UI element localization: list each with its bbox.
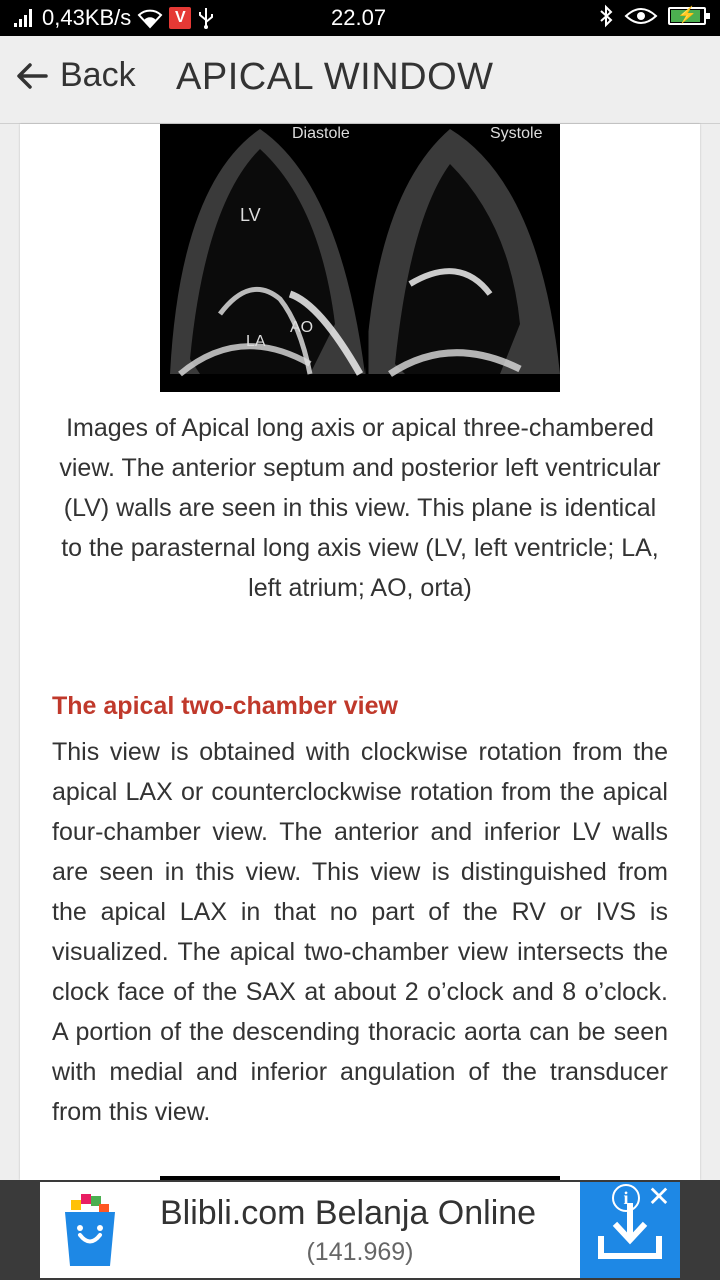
eye-icon	[624, 6, 658, 26]
battery-charging-icon: ⚡	[668, 7, 706, 25]
status-bar	[0, 0, 720, 36]
echocardiogram-image	[160, 124, 560, 392]
bluetooth-icon	[598, 4, 614, 28]
clock: 22.07	[331, 5, 387, 30]
ad-content[interactable]	[40, 1182, 680, 1278]
systole-label: Systole	[490, 125, 543, 142]
ad-title: Blibli.com Belanja Online	[160, 1194, 537, 1232]
arrow-left-icon	[14, 58, 50, 94]
section-body: This view is obtained with clockwise rotation from the apical LAX or counterclockwise rotation from the apical four-chamber view. The anterior and inferior LV walls are seen in this view. This view is distinguished from the apical LAX in that no part of the RV or IVS is visualized. The apical two-chamber view intersects the clock face of the SAX at about 2 o’clock and 8 o’clock. A portion of the descending thoracic aorta can be seen with medial and inferior angulation of the transducer from this view.	[52, 738, 668, 1126]
app-bar	[0, 36, 720, 124]
ad-info-icon[interactable]: i	[612, 1184, 640, 1212]
wifi-icon	[137, 7, 163, 29]
ad-close-icon[interactable]: ✕	[647, 1180, 671, 1213]
page-title: APICAL WINDOW	[176, 56, 494, 98]
la-label: LA	[246, 333, 266, 350]
usb-icon	[197, 6, 215, 30]
image-caption: Images of Apical long axis or apical three-chambered view. The anterior septum and posterior left ventricular (LV) walls are seen in this view. This plane is identical to the parasternal long axis view (LV, left ventricle; LA, left atrium; AO, orta)	[59, 414, 661, 602]
ad-banner[interactable]	[0, 1180, 720, 1280]
back-button[interactable]	[14, 56, 136, 95]
section-heading: The apical two-chamber view	[52, 692, 398, 720]
ad-rating-count: (141.969)	[306, 1238, 414, 1266]
back-label: Back	[60, 56, 136, 94]
ao-label: AO	[290, 319, 314, 336]
v-app-icon: V	[169, 7, 191, 29]
network-speed: 0,43KB/s	[42, 5, 132, 30]
diastole-label: Diastole	[292, 125, 350, 142]
lv-label: LV	[240, 205, 261, 225]
content-card[interactable]	[20, 124, 700, 1180]
signal-icon	[14, 9, 32, 27]
blibli-logo-icon	[42, 1184, 138, 1276]
